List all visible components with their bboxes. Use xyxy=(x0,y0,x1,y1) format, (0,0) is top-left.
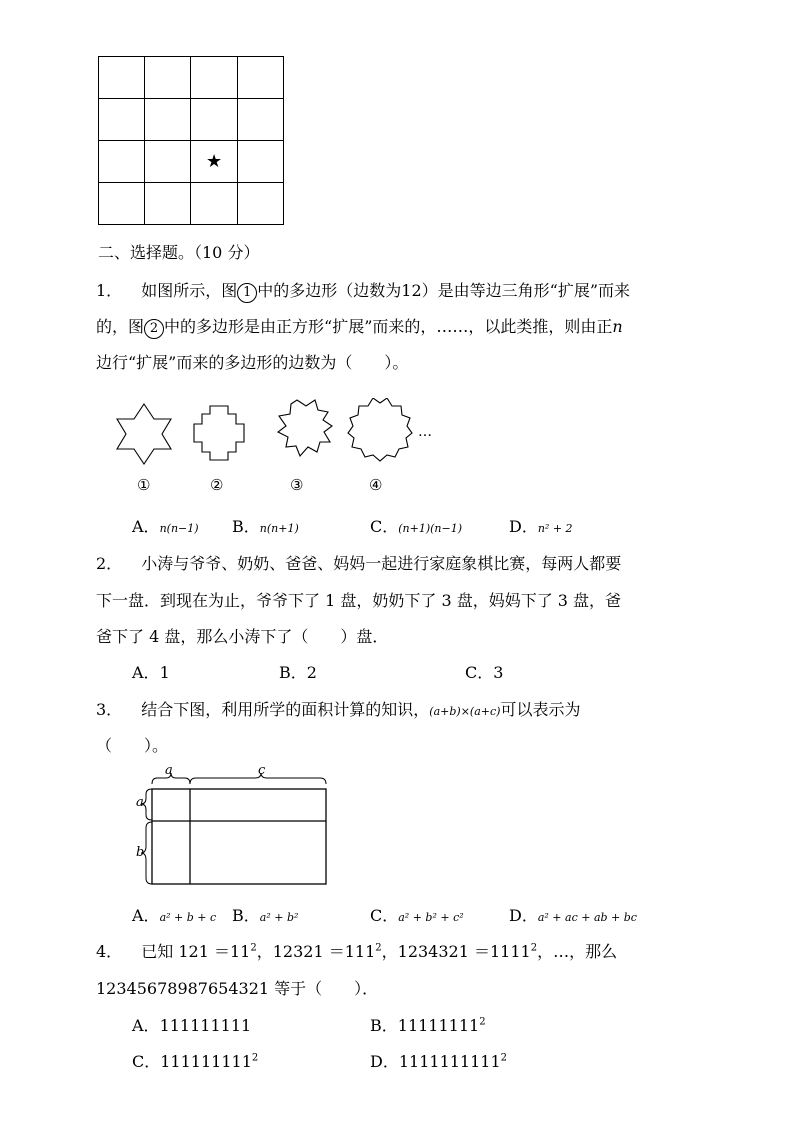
section-title: 二、选择题。（10 分） xyxy=(98,243,260,262)
hexagon-extended-figure xyxy=(348,398,412,461)
q4-option-d[interactable]: D．1111111111$^2$ xyxy=(370,1052,508,1071)
q1-option-c[interactable]: C．(n+1)(n−1) xyxy=(370,517,463,536)
label-left-b: b xyxy=(136,845,145,860)
star-icon: ★ xyxy=(191,141,237,183)
fig2-marker: 2 xyxy=(144,319,164,339)
q2-option-a[interactable]: A．1 xyxy=(132,663,170,682)
figure-ellipsis: … xyxy=(418,424,432,440)
q3-expression: (a+b)×(a+c) xyxy=(429,705,501,718)
q4-line2: 12345678987654321 等于（ ）． xyxy=(96,979,379,998)
q4-option-a[interactable]: A．111111111 xyxy=(132,1016,252,1035)
square-extended-figure xyxy=(194,406,244,460)
label-top-c: c xyxy=(258,763,266,778)
polygon-figures xyxy=(110,398,440,498)
q3-line1: 3． 结合下图，利用所学的面积计算的知识，(a+b)×(a+c)可以表示为 xyxy=(96,700,581,719)
q3-option-d[interactable]: D．a² + ac + ab + bc xyxy=(509,906,637,925)
q3-option-a[interactable]: A．a² + b + c xyxy=(132,906,217,925)
fig1-marker: 1 xyxy=(237,283,257,303)
figure-label-4: ④ xyxy=(369,476,383,494)
q3-option-c[interactable]: C．a² + b² + c² xyxy=(370,906,464,925)
q1-number: 1． xyxy=(96,281,123,300)
q3-number: 3． xyxy=(96,700,123,719)
q4-option-c[interactable]: C．111111111$^2$ xyxy=(132,1052,259,1071)
area-diagram xyxy=(130,760,330,890)
pentagon-extended-figure xyxy=(278,400,332,456)
star-grid xyxy=(98,56,284,225)
q2-line3: 爸下了 4 盘，那么小涛下了（ ）盘． xyxy=(96,627,389,646)
q4-line1: 4． 已知 $121 =11^2$，$12321 =111^2$，$1234321 =1111^2$，…，那么 xyxy=(96,942,618,961)
q1-option-a[interactable]: A．n(n−1) xyxy=(132,517,199,536)
label-top-a: a xyxy=(165,763,173,778)
q3-line2: （ ）。 xyxy=(96,736,169,755)
q3-option-b[interactable]: B．a² + b² xyxy=(232,906,299,925)
q4-number: 4． xyxy=(96,942,123,961)
q2-option-c[interactable]: C．3 xyxy=(465,663,504,682)
figure-label-1: ① xyxy=(137,476,151,494)
q2-number: 2． xyxy=(96,554,123,573)
q1-line3: 边行“扩展”而来的多边形的边数为（ ）。 xyxy=(96,353,409,372)
q1-line1: 1． 如图所示，图 1 中的多边形（边数为12）是由等边三角形“扩展”而来 xyxy=(96,278,630,303)
q1-option-d[interactable]: D．n² + 2 xyxy=(509,517,573,536)
q4-option-b[interactable]: B．11111111$^2$ xyxy=(370,1016,486,1035)
figure-label-2: ② xyxy=(210,476,224,494)
q2-line1: 2． 小涛与爷爷、奶奶、爸爸、妈妈一起进行家庭象棋比赛，每两人都要 xyxy=(96,554,622,573)
q2-line2: 下一盘．到现在为止，爷爷下了 1 盘，奶奶下了 3 盘，妈妈下了 3 盘，爸 xyxy=(96,591,622,610)
outer-rectangle xyxy=(152,789,326,884)
hexagram-figure xyxy=(117,404,171,464)
q1-line2: 的，图 2 中的多边形是由正方形“扩展”而来的，……，以此类推，则由正n xyxy=(96,314,623,339)
q1-option-b[interactable]: B．n(n+1) xyxy=(232,517,299,536)
figure-label-3: ③ xyxy=(290,476,304,494)
q2-option-b[interactable]: B．2 xyxy=(279,663,317,682)
label-left-a: a xyxy=(136,795,144,810)
